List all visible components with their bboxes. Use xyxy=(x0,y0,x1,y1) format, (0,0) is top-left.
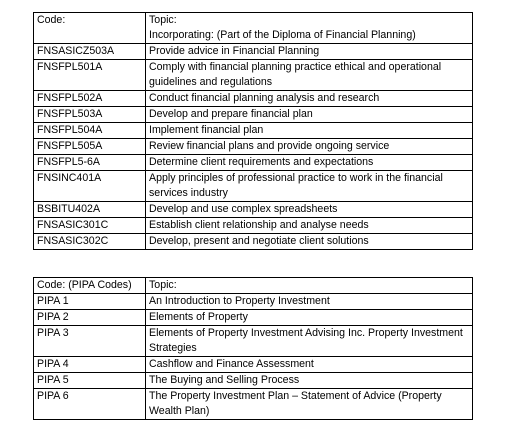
pipa-code: PIPA 3 xyxy=(34,326,146,357)
table-row xyxy=(34,107,473,123)
table-row xyxy=(34,202,473,218)
unit-code: FNSASICZ503A xyxy=(34,44,146,60)
pipa-code: PIPA 1 xyxy=(34,294,146,310)
pipa-code: PIPA 4 xyxy=(34,357,146,373)
pipa-topic: Elements of Property xyxy=(146,310,473,326)
unit-topic: Apply principles of professional practice to work in the financial services industry xyxy=(146,171,473,202)
unit-topic: Review financial plans and provide ongoing service xyxy=(146,139,473,155)
table-header-row xyxy=(34,278,473,294)
unit-code: FNSFPL5-6A xyxy=(34,155,146,171)
pipa-topic: Cashflow and Finance Assessment xyxy=(146,357,473,373)
table-row xyxy=(34,155,473,171)
pipa-topic: The Buying and Selling Process xyxy=(146,373,473,389)
table-row xyxy=(34,310,473,326)
table-row xyxy=(34,44,473,60)
diploma-units-table xyxy=(33,12,473,250)
unit-topic: Provide advice in Financial Planning xyxy=(146,44,473,60)
pipa-code: PIPA 6 xyxy=(34,389,146,420)
topic-header-note: Incorporating: (Part of the Diploma of Financial Planning) xyxy=(149,29,416,41)
unit-topic: Determine client requirements and expectations xyxy=(146,155,473,171)
table-row xyxy=(34,373,473,389)
unit-topic: Conduct financial planning analysis and research xyxy=(146,91,473,107)
pipa-topic: Elements of Property Investment Advising Inc. Property Investment Strategies xyxy=(146,326,473,357)
unit-topic: Establish client relationship and analyse needs xyxy=(146,218,473,234)
unit-code: FNSASIC302C xyxy=(34,234,146,250)
table-row xyxy=(34,139,473,155)
unit-topic: Develop and prepare financial plan xyxy=(146,107,473,123)
unit-code: FNSFPL501A xyxy=(34,60,146,91)
unit-topic: Implement financial plan xyxy=(146,123,473,139)
table-row xyxy=(34,389,473,420)
pipa-topic: The Property Investment Plan – Statement of Advice (Property Wealth Plan) xyxy=(146,389,473,420)
code-header: Code: xyxy=(34,13,146,44)
unit-code: FNSFPL505A xyxy=(34,139,146,155)
table-row xyxy=(34,91,473,107)
table-row xyxy=(34,123,473,139)
unit-topic: Comply with financial planning practice ethical and operational guidelines and regulations xyxy=(146,60,473,91)
pipa-code: PIPA 2 xyxy=(34,310,146,326)
table-row xyxy=(34,218,473,234)
table-row xyxy=(34,234,473,250)
code-header: Code: (PIPA Codes) xyxy=(34,278,146,294)
table-row xyxy=(34,60,473,91)
table-row xyxy=(34,294,473,310)
topic-header xyxy=(146,13,473,44)
unit-code: FNSFPL502A xyxy=(34,91,146,107)
topic-header: Topic: xyxy=(146,278,473,294)
unit-topic: Develop, present and negotiate client solutions xyxy=(146,234,473,250)
unit-code: FNSINC401A xyxy=(34,171,146,202)
pipa-codes-table xyxy=(33,277,473,420)
topic-header-label: Topic: xyxy=(149,14,177,26)
table-row xyxy=(34,171,473,202)
unit-topic: Develop and use complex spreadsheets xyxy=(146,202,473,218)
unit-code: FNSFPL504A xyxy=(34,123,146,139)
table-row xyxy=(34,357,473,373)
table-row xyxy=(34,326,473,357)
pipa-code: PIPA 5 xyxy=(34,373,146,389)
unit-code: FNSFPL503A xyxy=(34,107,146,123)
pipa-topic: An Introduction to Property Investment xyxy=(146,294,473,310)
unit-code: BSBITU402A xyxy=(34,202,146,218)
unit-code: FNSASIC301C xyxy=(34,218,146,234)
table-header-row xyxy=(34,13,473,44)
